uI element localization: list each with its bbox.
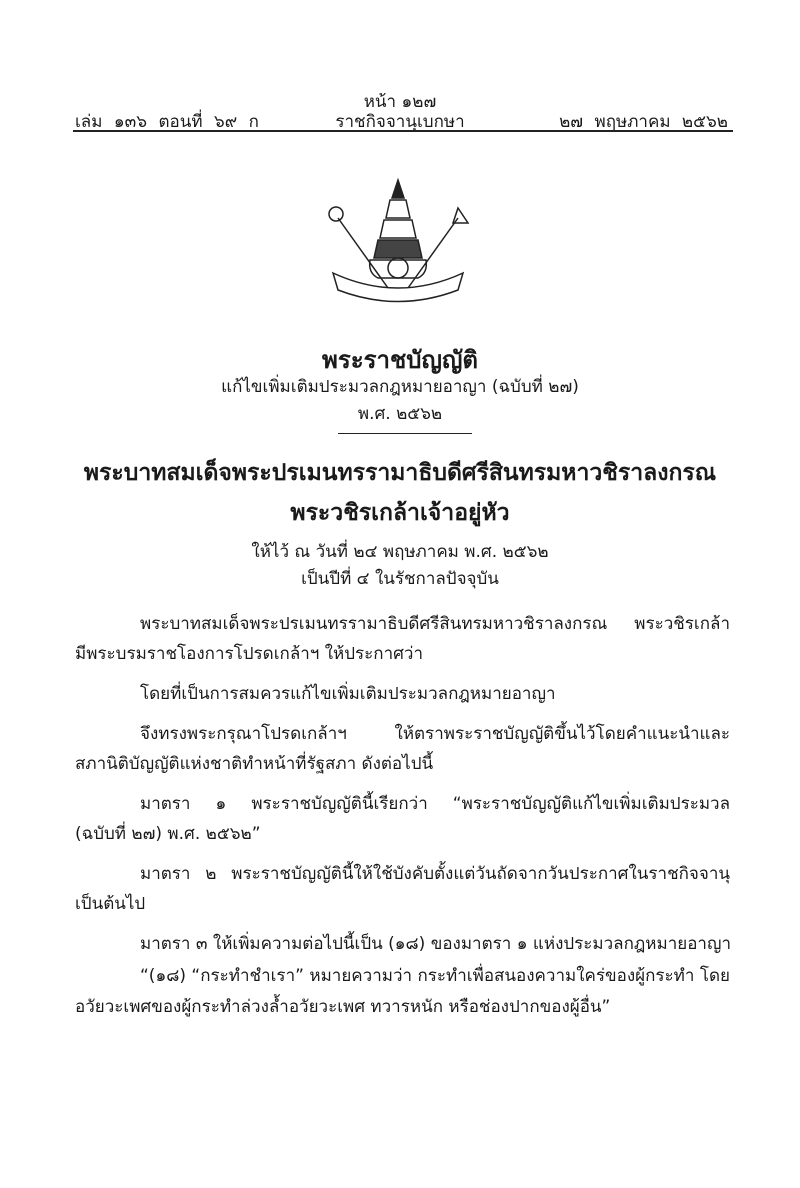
gazette-date: ๒๗ พฤษภาคม ๒๕๖๒ (559, 112, 728, 132)
header-rule (73, 130, 733, 132)
gazette-name: ราชกิจจานุเบกษา (335, 112, 465, 132)
title-divider (338, 433, 472, 434)
king-name-line2: พระวชิรเกล้าเจ้าอยู่หัว (290, 500, 510, 526)
act-subtitle: แก้ไขเพิ่มเติมประมวลกฎหมายอาญา (ฉบับที่ ๒๗) (221, 377, 579, 397)
section-2: มาตรา ๒ พระราชบัญญัตินี้ให้ใช้บังคับตั้งแต่วันถัดจากวันประกาศในราชกิจจานุ (140, 864, 730, 884)
act-year: พ.ศ. ๒๕๖๒ (357, 404, 443, 424)
page-number: หน้า ๑๒๗ (363, 92, 437, 112)
given-date: ให้ไว้ ณ วันที่ ๒๔ พฤษภาคม พ.ศ. ๒๕๖๒ (251, 542, 549, 562)
preamble-line: มีพระบรมราชโองการโปรดเกล้าฯ ให้ประกาศว่า (75, 644, 424, 664)
section-3: มาตรา ๓ ให้เพิ่มความต่อไปนี้เป็น (๑๘) ของมาตรา ๑ แห่งประมวลกฎหมายอาญา (140, 934, 732, 954)
royal-emblem (318, 178, 478, 308)
preamble-line: จึงทรงพระกรุณาโปรดเกล้าฯ ให้ตราพระราชบัญญัติขึ้นไว้โดยคำแนะนำและ (140, 724, 730, 744)
act-title: พระราชบัญญัติ (322, 346, 478, 374)
section-1-cont: (ฉบับที่ ๒๗) พ.ศ. ๒๕๖๒” (75, 824, 261, 844)
section-2-cont: เป็นต้นไป (75, 894, 146, 914)
preamble-line: สภานิติบัญญัติแห่งชาติทำหน้าที่รัฐสภา ดังต่อไปนี้ (75, 754, 434, 774)
preamble-line: โดยที่เป็นการสมควรแก้ไขเพิ่มเติมประมวลกฎหมายอาญา (140, 684, 556, 704)
reign-year: เป็นปีที่ ๔ ในรัชกาลปัจจุบัน (301, 569, 499, 589)
section-1: มาตรา ๑ พระราชบัญญัตินี้เรียกว่า “พระราชบัญญัติแก้ไขเพิ่มเติมประมวล (140, 794, 730, 814)
definition-line-cont: อวัยวะเพศของผู้กระทำล่วงล้ำอวัยวะเพศ ทวารหนัก หรือช่องปากของผู้อื่น” (75, 997, 611, 1017)
king-name-line1: พระบาทสมเด็จพระปรเมนทรรามาธิบดีศรีสินทรมหาวชิราลงกรณ (83, 460, 717, 486)
preamble-line: พระบาทสมเด็จพระปรเมนทรรามาธิบดีศรีสินทรมหาวชิราลงกรณ พระวชิรเกล้า (140, 614, 730, 634)
volume-issue: เล่ม ๑๓๖ ตอนที่ ๖๙ ก (75, 112, 259, 132)
definition-line: “(๑๘) “กระทำชำเรา” หมายความว่า กระทำเพื่อสนองความใคร่ของผู้กระทำ โดย (140, 966, 730, 986)
